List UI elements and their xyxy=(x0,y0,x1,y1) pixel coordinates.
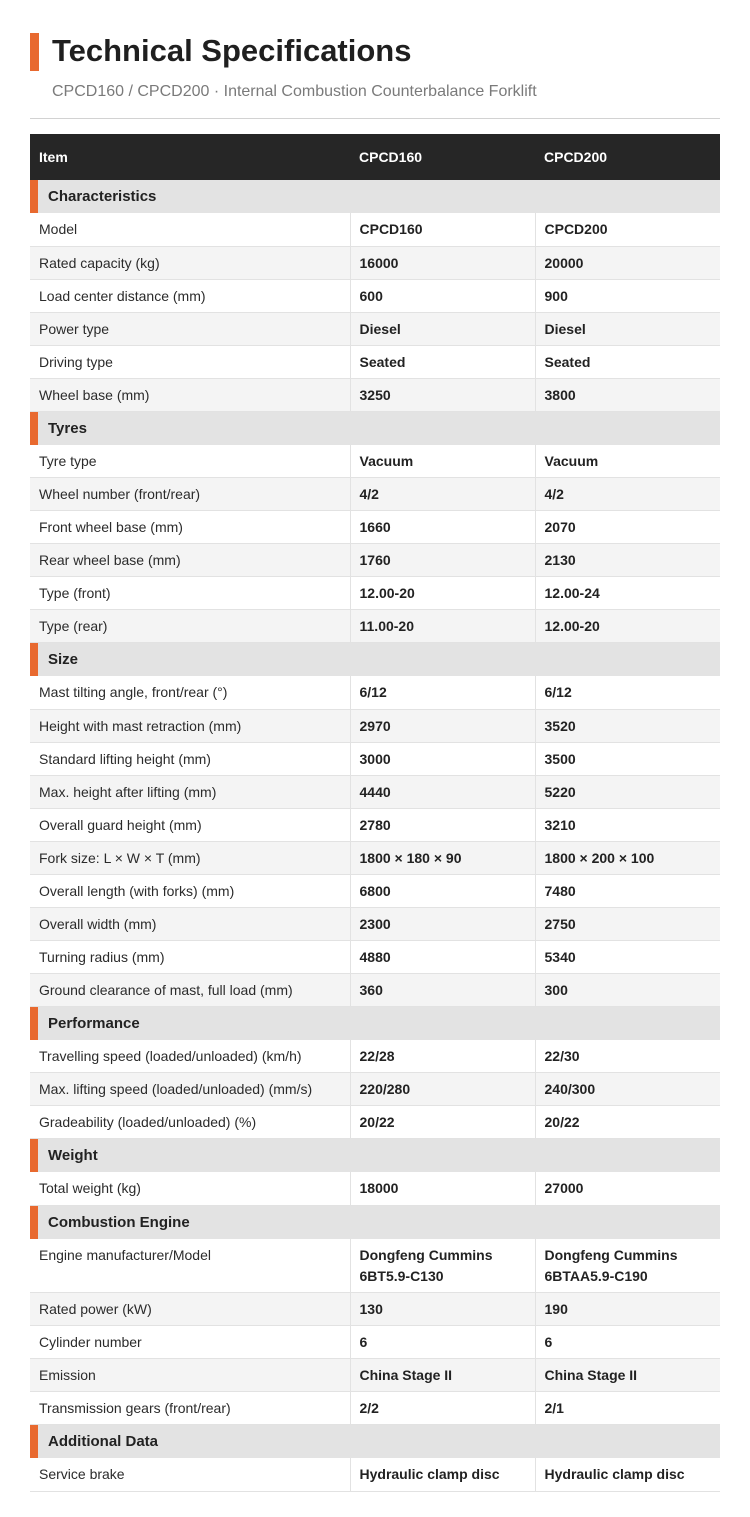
table-row xyxy=(30,610,720,643)
page-title: Technical Specifications xyxy=(52,33,412,68)
cpcd200-value-cell: 12.00-20 xyxy=(535,610,720,643)
table-row xyxy=(30,1326,720,1359)
section-header xyxy=(30,643,720,677)
cpcd200-value-cell: 20/22 xyxy=(535,1106,720,1139)
cpcd160-value-cell: 130 xyxy=(350,1293,535,1326)
spec-item-cell: Turning radius (mm) xyxy=(30,940,350,973)
spec-item-cell: Rated power (kW) xyxy=(30,1293,350,1326)
cpcd200-value-cell: 2750 xyxy=(535,907,720,940)
cpcd200-value-cell: 190 xyxy=(535,1293,720,1326)
section-header-inner xyxy=(30,1425,720,1458)
cpcd160-value-cell: 12.00-20 xyxy=(350,577,535,610)
table-row xyxy=(30,973,720,1006)
page-header xyxy=(30,32,720,102)
cpcd160-value-cell: 600 xyxy=(350,279,535,312)
spec-item-cell: Rated capacity (kg) xyxy=(30,246,350,279)
cpcd200-value-cell: 22/30 xyxy=(535,1040,720,1073)
table-row xyxy=(30,841,720,874)
spec-item-cell: Travelling speed (loaded/unloaded) (km/h) xyxy=(30,1040,350,1073)
cpcd160-value-cell: 6800 xyxy=(350,874,535,907)
cpcd200-value-cell: 6 xyxy=(535,1326,720,1359)
section-accent-bar xyxy=(30,1139,38,1172)
table-row xyxy=(30,676,720,709)
cpcd160-value-cell: 16000 xyxy=(350,246,535,279)
cpcd160-value-cell: 22/28 xyxy=(350,1040,535,1073)
cpcd160-value-cell: Dongfeng Cummins 6BT5.9-C130 xyxy=(350,1239,535,1293)
section-accent-bar xyxy=(30,1206,38,1239)
table-row xyxy=(30,246,720,279)
spec-item-cell: Driving type xyxy=(30,345,350,378)
cpcd200-value-cell: Diesel xyxy=(535,312,720,345)
section-header-cell xyxy=(30,1139,720,1173)
column-header-cpcd200: CPCD200 xyxy=(535,134,720,180)
table-row xyxy=(30,874,720,907)
section-title: Characteristics xyxy=(48,188,157,205)
spec-item-cell: Mast tilting angle, front/rear (°) xyxy=(30,676,350,709)
cpcd160-value-cell: Diesel xyxy=(350,312,535,345)
table-row xyxy=(30,577,720,610)
spec-item-cell: Service brake xyxy=(30,1458,350,1491)
cpcd200-value-cell: 2130 xyxy=(535,544,720,577)
section-header-cell xyxy=(30,1205,720,1239)
cpcd160-value-cell: 360 xyxy=(350,973,535,1006)
section-accent-bar xyxy=(30,180,38,213)
spec-item-cell: Total weight (kg) xyxy=(30,1172,350,1205)
table-row xyxy=(30,709,720,742)
cpcd200-value-cell: Vacuum xyxy=(535,445,720,478)
spec-item-cell: Tyre type xyxy=(30,445,350,478)
spec-item-cell: Power type xyxy=(30,312,350,345)
cpcd200-value-cell: 5220 xyxy=(535,775,720,808)
cpcd160-value-cell: 220/280 xyxy=(350,1073,535,1106)
table-row xyxy=(30,312,720,345)
spec-item-cell: Rear wheel base (mm) xyxy=(30,544,350,577)
cpcd200-value-cell: Hydraulic clamp disc xyxy=(535,1458,720,1491)
table-row xyxy=(30,1239,720,1293)
column-header-item: Item xyxy=(30,134,350,180)
section-accent-bar xyxy=(30,1007,38,1040)
section-title: Weight xyxy=(48,1147,98,1164)
column-header-cpcd160: CPCD160 xyxy=(350,134,535,180)
table-row xyxy=(30,1073,720,1106)
cpcd200-value-cell: 6/12 xyxy=(535,676,720,709)
cpcd200-value-cell: 3500 xyxy=(535,742,720,775)
cpcd160-value-cell: CPCD160 xyxy=(350,213,535,246)
spec-item-cell: Max. lifting speed (loaded/unloaded) (mm/s) xyxy=(30,1073,350,1106)
table-row xyxy=(30,907,720,940)
section-header-inner xyxy=(30,1007,720,1040)
spec-item-cell: Type (rear) xyxy=(30,610,350,643)
cpcd200-value-cell: 3800 xyxy=(535,378,720,411)
spec-table-body xyxy=(30,180,720,1491)
table-row xyxy=(30,478,720,511)
section-header-cell xyxy=(30,411,720,445)
spec-item-cell: Max. height after lifting (mm) xyxy=(30,775,350,808)
cpcd160-value-cell: Seated xyxy=(350,345,535,378)
cpcd200-value-cell: 4/2 xyxy=(535,478,720,511)
section-header xyxy=(30,1006,720,1040)
section-title: Size xyxy=(48,651,79,668)
cpcd160-value-cell: 4440 xyxy=(350,775,535,808)
section-accent-bar xyxy=(30,643,38,676)
spec-item-cell: Fork size: L × W × T (mm) xyxy=(30,841,350,874)
spec-item-cell: Ground clearance of mast, full load (mm) xyxy=(30,973,350,1006)
section-header-inner xyxy=(30,643,720,676)
cpcd160-value-cell: 2970 xyxy=(350,709,535,742)
cpcd200-value-cell: 3520 xyxy=(535,709,720,742)
table-row xyxy=(30,213,720,246)
cpcd200-value-cell: Seated xyxy=(535,345,720,378)
table-row xyxy=(30,742,720,775)
table-row xyxy=(30,1106,720,1139)
spec-item-cell: Model xyxy=(30,213,350,246)
table-row xyxy=(30,279,720,312)
section-header xyxy=(30,1205,720,1239)
spec-item-cell: Gradeability (loaded/unloaded) (%) xyxy=(30,1106,350,1139)
spec-item-cell: Overall width (mm) xyxy=(30,907,350,940)
cpcd160-value-cell: 2780 xyxy=(350,808,535,841)
table-row xyxy=(30,345,720,378)
cpcd160-value-cell: 3250 xyxy=(350,378,535,411)
section-header-inner xyxy=(30,1206,720,1239)
spec-table-header xyxy=(30,134,720,180)
section-header xyxy=(30,180,720,213)
cpcd200-value-cell: 5340 xyxy=(535,940,720,973)
cpcd160-value-cell: 3000 xyxy=(350,742,535,775)
cpcd160-value-cell: 6 xyxy=(350,1326,535,1359)
table-row xyxy=(30,445,720,478)
cpcd160-value-cell: China Stage II xyxy=(350,1359,535,1392)
cpcd200-value-cell: 7480 xyxy=(535,874,720,907)
section-title: Performance xyxy=(48,1014,140,1032)
table-row xyxy=(30,940,720,973)
cpcd200-value-cell: China Stage II xyxy=(535,1359,720,1392)
table-row xyxy=(30,511,720,544)
spec-item-cell: Height with mast retraction (mm) xyxy=(30,709,350,742)
page-subtitle: CPCD160 / CPCD200 · Internal Combustion Counterbalance Forklift xyxy=(52,83,537,100)
spec-item-cell: Engine manufacturer/Model xyxy=(30,1239,350,1293)
spec-item-cell: Wheel base (mm) xyxy=(30,378,350,411)
spec-item-cell: Type (front) xyxy=(30,577,350,610)
section-title: Additional Data xyxy=(48,1433,159,1450)
section-header xyxy=(30,1139,720,1173)
header-divider xyxy=(30,118,720,119)
table-row xyxy=(30,544,720,577)
spec-item-cell: Overall length (with forks) (mm) xyxy=(30,874,350,907)
spec-item-cell: Emission xyxy=(30,1359,350,1392)
table-row xyxy=(30,775,720,808)
spec-item-cell: Front wheel base (mm) xyxy=(30,511,350,544)
cpcd160-value-cell: 20/22 xyxy=(350,1106,535,1139)
spec-item-cell: Cylinder number xyxy=(30,1326,350,1359)
cpcd200-value-cell: CPCD200 xyxy=(535,213,720,246)
section-header-cell xyxy=(30,1425,720,1459)
cpcd160-value-cell: 1660 xyxy=(350,511,535,544)
section-header xyxy=(30,411,720,445)
section-header-cell xyxy=(30,1006,720,1040)
table-row xyxy=(30,808,720,841)
section-accent-bar xyxy=(30,412,38,445)
section-accent-bar xyxy=(30,1425,38,1458)
cpcd160-value-cell: 1760 xyxy=(350,544,535,577)
section-header-cell xyxy=(30,180,720,213)
cpcd160-value-cell: 2/2 xyxy=(350,1392,535,1425)
spec-item-cell: Load center distance (mm) xyxy=(30,279,350,312)
table-row xyxy=(30,1172,720,1205)
section-title: Tyres xyxy=(48,419,87,437)
section-header-inner xyxy=(30,180,720,213)
cpcd200-value-cell: 3210 xyxy=(535,808,720,841)
cpcd200-value-cell: 1800 × 200 × 100 xyxy=(535,841,720,874)
cpcd160-value-cell: 6/12 xyxy=(350,676,535,709)
spec-item-cell: Wheel number (front/rear) xyxy=(30,478,350,511)
cpcd200-value-cell: 2/1 xyxy=(535,1392,720,1425)
cpcd160-value-cell: 2300 xyxy=(350,907,535,940)
table-row xyxy=(30,1293,720,1326)
section-header-inner xyxy=(30,1139,720,1172)
cpcd200-value-cell: 900 xyxy=(535,279,720,312)
cpcd200-value-cell: 240/300 xyxy=(535,1073,720,1106)
cpcd200-value-cell: Dongfeng Cummins 6BTAA5.9-C190 xyxy=(535,1239,720,1293)
section-header-inner xyxy=(30,412,720,445)
cpcd160-value-cell: 4880 xyxy=(350,940,535,973)
spec-item-cell: Transmission gears (front/rear) xyxy=(30,1392,350,1425)
table-row xyxy=(30,1458,720,1491)
section-header-cell xyxy=(30,643,720,677)
title-accent-bar xyxy=(30,33,39,71)
cpcd160-value-cell: 1800 × 180 × 90 xyxy=(350,841,535,874)
cpcd160-value-cell: 11.00-20 xyxy=(350,610,535,643)
cpcd160-value-cell: 18000 xyxy=(350,1172,535,1205)
table-row xyxy=(30,1040,720,1073)
table-row xyxy=(30,1359,720,1392)
spec-item-cell: Standard lifting height (mm) xyxy=(30,742,350,775)
section-title: Combustion Engine xyxy=(48,1213,190,1231)
cpcd200-value-cell: 300 xyxy=(535,973,720,1006)
section-header xyxy=(30,1425,720,1459)
table-row xyxy=(30,378,720,411)
cpcd160-value-cell: Hydraulic clamp disc xyxy=(350,1458,535,1491)
cpcd200-value-cell: 20000 xyxy=(535,246,720,279)
spec-table xyxy=(30,134,720,1492)
cpcd200-value-cell: 2070 xyxy=(535,511,720,544)
cpcd200-value-cell: 12.00-24 xyxy=(535,577,720,610)
cpcd160-value-cell: Vacuum xyxy=(350,445,535,478)
table-row xyxy=(30,1392,720,1425)
spec-item-cell: Overall guard height (mm) xyxy=(30,808,350,841)
cpcd160-value-cell: 4/2 xyxy=(350,478,535,511)
cpcd200-value-cell: 27000 xyxy=(535,1172,720,1205)
